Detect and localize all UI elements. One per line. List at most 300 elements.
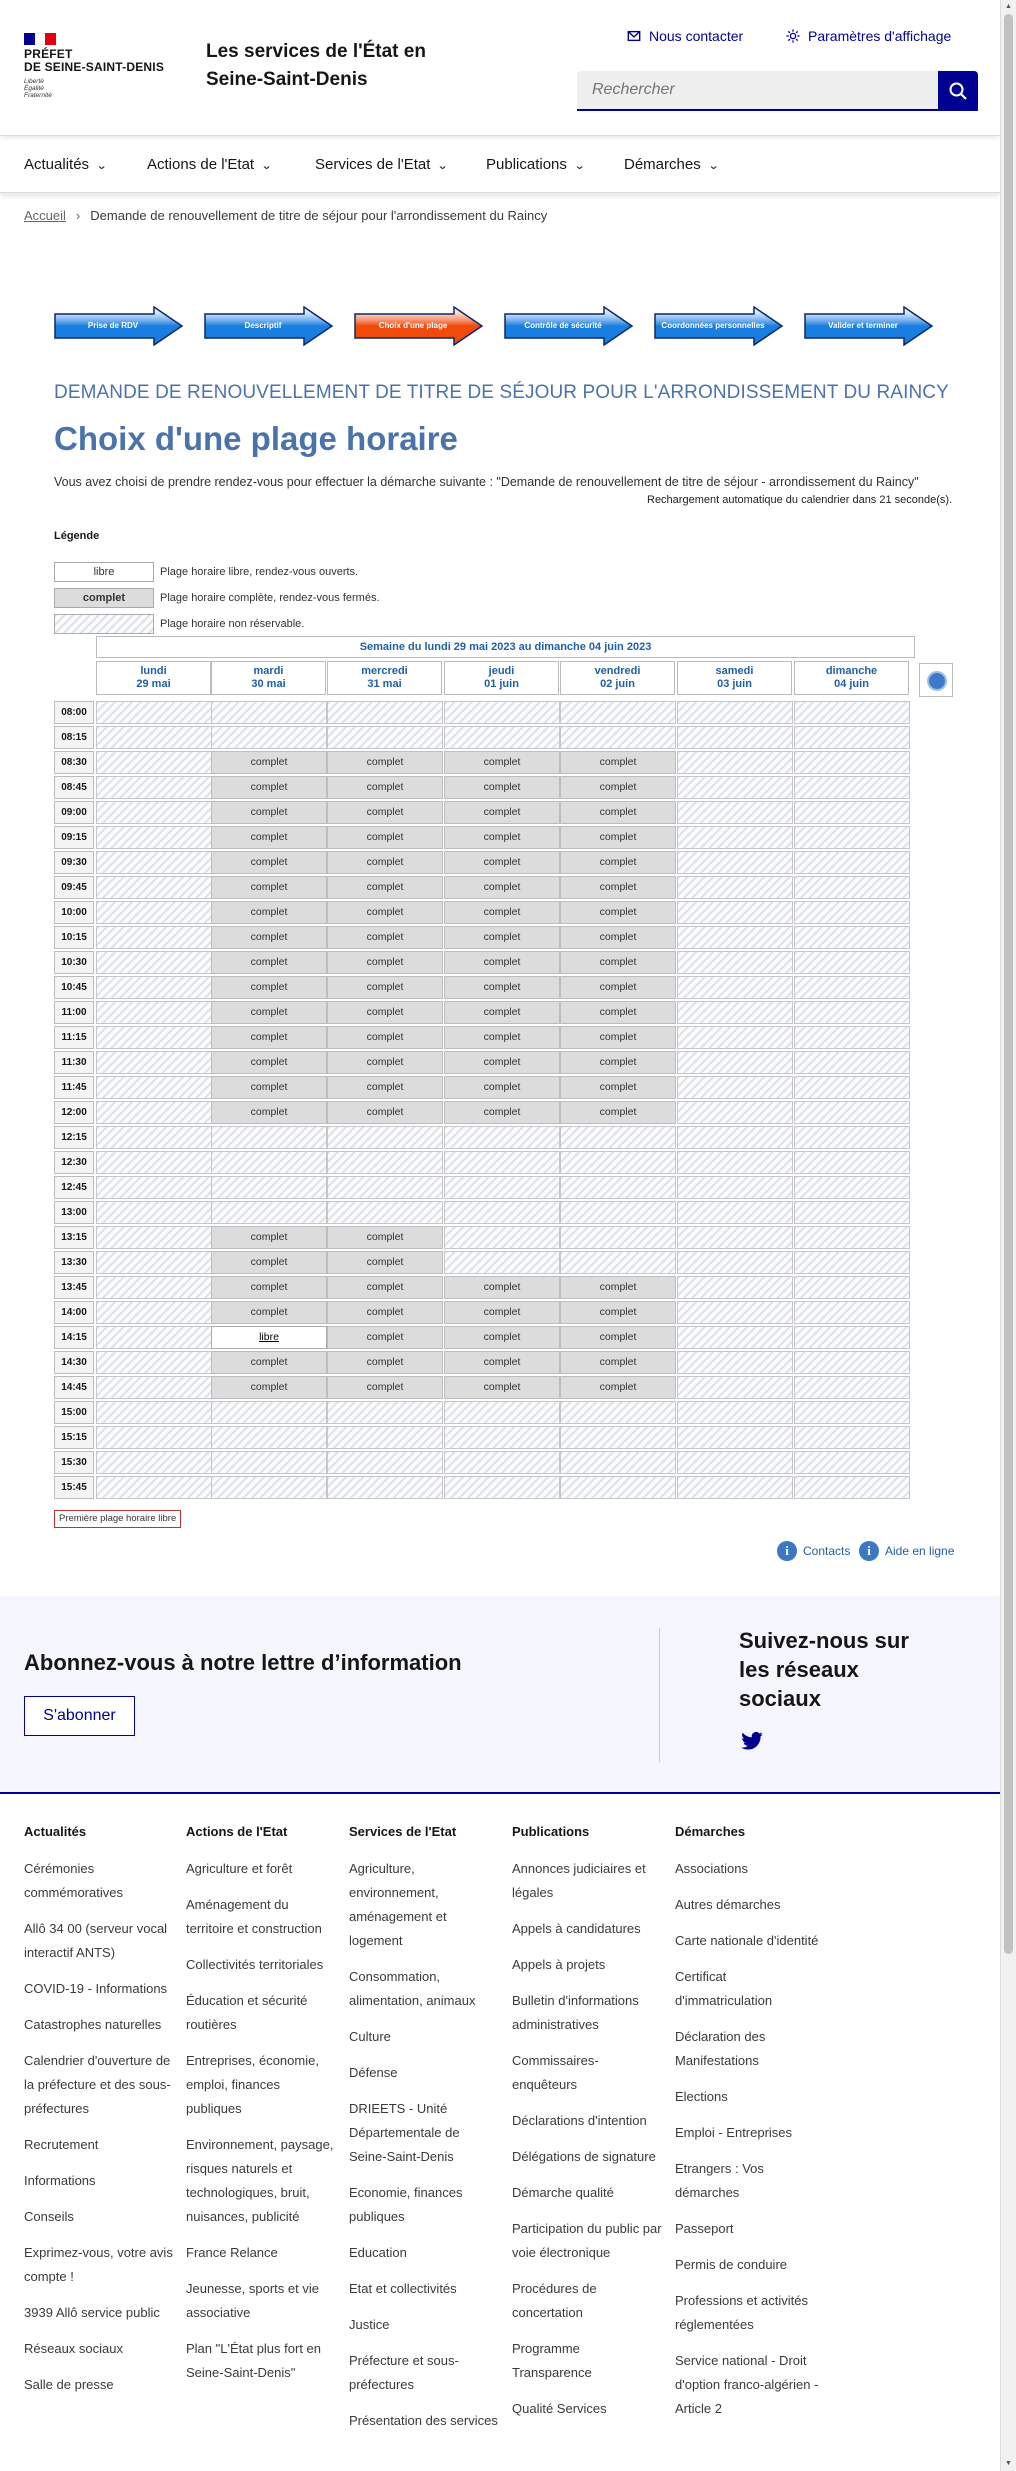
footer-link[interactable]: Préfecture et sous-préfectures xyxy=(349,2353,459,2392)
flag-blue xyxy=(24,33,35,45)
slot-unavailable xyxy=(794,1326,910,1349)
breadcrumb-current: Demande de renouvellement de titre de séjour pour l'arrondissement du Raincy xyxy=(90,208,548,223)
time-label: 11:30 xyxy=(54,1051,94,1074)
slot-unavailable xyxy=(96,876,212,899)
slot-unavailable xyxy=(96,1301,212,1324)
online-help-link[interactable] xyxy=(859,1541,954,1561)
slot-complet: complet xyxy=(327,1026,443,1049)
slot-unavailable xyxy=(444,1126,560,1149)
slot-unavailable xyxy=(96,951,212,974)
footer-link[interactable]: Qualité Services xyxy=(512,2401,607,2416)
footer-link[interactable]: Participation du public par voie électronique xyxy=(512,2221,662,2260)
slot-unavailable xyxy=(96,1051,212,1074)
footer-link[interactable]: Service national - Droit d'option franco-algérien - Article 2 xyxy=(675,2353,819,2416)
day-header-samedi xyxy=(677,661,792,695)
footer-link[interactable]: Aménagement du territoire et construction xyxy=(186,1897,322,1936)
slot-complet: complet xyxy=(444,976,560,999)
slot-unavailable xyxy=(677,876,793,899)
slot-complet: complet xyxy=(327,1076,443,1099)
footer-link[interactable]: Commissaires-enquêteurs xyxy=(512,2053,599,2092)
slot-unavailable xyxy=(96,851,212,874)
slot-complet: complet xyxy=(560,1351,676,1374)
slot-unavailable xyxy=(560,1226,676,1249)
breadcrumb-home[interactable]: Accueil xyxy=(24,208,66,223)
time-label: 10:30 xyxy=(54,951,94,974)
day-header-mercredi xyxy=(327,661,442,695)
legend-box-na xyxy=(54,614,154,634)
slot-unavailable xyxy=(677,1076,793,1099)
slot-complet: complet xyxy=(327,1101,443,1124)
scroll-down-icon[interactable]: ▼ xyxy=(1005,2460,1012,2467)
footer-link[interactable]: Entreprises, économie, emploi, finances publiques xyxy=(186,2053,319,2116)
footer-link[interactable]: Programme Transparence xyxy=(512,2341,592,2380)
footer-link[interactable]: Certificat d'immatriculation xyxy=(675,1969,773,2008)
slot-unavailable xyxy=(794,1451,910,1474)
slot-unavailable xyxy=(560,1426,676,1449)
flag-red xyxy=(45,33,56,45)
footer-col-1 xyxy=(24,1824,174,2409)
time-label: 10:15 xyxy=(54,926,94,949)
divider xyxy=(659,1628,660,1762)
slot-unavailable xyxy=(677,1451,793,1474)
footer-link[interactable]: Exprimez-vous, votre avis compte ! xyxy=(24,2245,173,2284)
time-label: 13:30 xyxy=(54,1251,94,1274)
slot-unavailable xyxy=(211,1126,327,1149)
slot-complet: complet xyxy=(560,1051,676,1074)
slot-unavailable xyxy=(794,1101,910,1124)
slot-unavailable xyxy=(444,1176,560,1199)
step-5 xyxy=(654,306,784,346)
display-settings-link[interactable] xyxy=(786,28,951,44)
first-free-slot-button[interactable]: Première plage horaire libre xyxy=(54,1510,181,1528)
day-name: mercredi xyxy=(361,665,408,677)
slot-complet: complet xyxy=(327,976,443,999)
slot-unavailable xyxy=(96,801,212,824)
slot-complet: complet xyxy=(560,1326,676,1349)
display-settings-label: Paramètres d'affichage xyxy=(808,28,952,44)
footer-link[interactable]: Elections xyxy=(675,2089,728,2104)
time-label: 08:45 xyxy=(54,776,94,799)
slot-unavailable xyxy=(96,1476,212,1499)
footer-link[interactable]: Défense xyxy=(349,2065,398,2080)
step-6 xyxy=(804,306,934,346)
slot-unavailable xyxy=(794,876,910,899)
footer-link[interactable]: Emploi - Entreprises xyxy=(675,2125,793,2140)
legend-title: Légende xyxy=(54,530,100,542)
slot-complet: complet xyxy=(444,1001,560,1024)
slot-unavailable xyxy=(794,1401,910,1424)
slot-complet: complet xyxy=(211,826,327,849)
footer-link[interactable]: Carte nationale d'identité xyxy=(675,1933,819,1948)
footer-link[interactable]: Procédures de concertation xyxy=(512,2281,597,2320)
footer-link[interactable]: Déclaration des Manifestations xyxy=(675,2029,766,2068)
nav-label: Démarches xyxy=(624,156,701,173)
prefet-line-1: PRÉFET xyxy=(24,47,73,61)
footer-link[interactable]: Education xyxy=(349,2245,407,2260)
scrollbar[interactable] xyxy=(1000,0,1016,2471)
slot-unavailable xyxy=(211,1151,327,1174)
slot-unavailable xyxy=(96,1326,212,1349)
day-header-lundi xyxy=(96,661,211,695)
slot-complet: complet xyxy=(560,876,676,899)
slot-unavailable xyxy=(794,826,910,849)
day-date: 02 juin xyxy=(600,678,635,690)
slot-unavailable xyxy=(677,1151,793,1174)
slot-unavailable xyxy=(327,1476,443,1499)
arrow-right-icon xyxy=(927,671,947,691)
footer-link[interactable]: Cérémonies commémoratives xyxy=(24,1861,123,1900)
footer-link[interactable]: Culture xyxy=(349,2029,391,2044)
footer-link[interactable]: Justice xyxy=(349,2317,390,2332)
slot-complet: complet xyxy=(211,1076,327,1099)
search-button[interactable] xyxy=(938,71,978,111)
slot-complet: complet xyxy=(327,1351,443,1374)
slot-unavailable xyxy=(794,701,910,724)
footer-link[interactable]: Catastrophes naturelles xyxy=(24,2017,162,2032)
next-week-button[interactable] xyxy=(919,663,953,697)
slot-complet: complet xyxy=(560,1076,676,1099)
slot-unavailable xyxy=(677,801,793,824)
footer-link[interactable]: Collectivités territoriales xyxy=(186,1957,324,1972)
nav-actualites[interactable] xyxy=(24,137,106,193)
footer-col-5 xyxy=(675,1824,825,2433)
step-label: Contrôle de sécurité xyxy=(524,321,602,330)
contact-label: Nous contacter xyxy=(649,28,744,44)
slot-unavailable xyxy=(794,1126,910,1149)
slot-complet: complet xyxy=(444,1051,560,1074)
footer-link[interactable]: Annonces judiciaires et légales xyxy=(512,1861,646,1900)
time-label: 09:30 xyxy=(54,851,94,874)
slot-complet: complet xyxy=(327,951,443,974)
slot-unavailable xyxy=(677,1326,793,1349)
slot-unavailable xyxy=(96,1401,212,1424)
slot-unavailable xyxy=(794,851,910,874)
sun-icon xyxy=(786,29,800,43)
footer-link[interactable]: Environnement, paysage, risques naturels et technologiques, bruit, nuisances, publicité xyxy=(186,2137,334,2224)
slot-unavailable xyxy=(96,826,212,849)
breadcrumb-separator-icon: › xyxy=(75,208,81,223)
footer-link[interactable]: Délégations de signature xyxy=(512,2149,656,2164)
slot-complet: complet xyxy=(560,951,676,974)
slot-unavailable xyxy=(794,901,910,924)
footer-link[interactable]: Autres démarches xyxy=(675,1897,781,1912)
day-name: jeudi xyxy=(488,665,515,677)
slot-unavailable xyxy=(794,1026,910,1049)
subscribe-button[interactable]: S'abonner xyxy=(24,1696,135,1736)
slot-complet: complet xyxy=(211,876,327,899)
step-2 xyxy=(204,306,334,346)
slot-unavailable xyxy=(327,701,443,724)
footer-link[interactable]: Jeunesse, sports et vie associative xyxy=(186,2281,319,2320)
slot-unavailable xyxy=(677,976,793,999)
chevron-down-icon: ⌄ xyxy=(437,160,450,172)
time-label: 13:00 xyxy=(54,1201,94,1224)
slot-unavailable xyxy=(444,1476,560,1499)
slot-complet: complet xyxy=(211,951,327,974)
slot-unavailable xyxy=(794,751,910,774)
slot-complet: complet xyxy=(211,1276,327,1299)
footer-link[interactable]: Agriculture, environnement, aménagement et logement xyxy=(349,1861,447,1948)
slot-complet: complet xyxy=(444,1026,560,1049)
slot-complet: complet xyxy=(444,926,560,949)
demarche-title: DEMANDE DE RENOUVELLEMENT DE TITRE DE SÉJOUR POUR L'ARRONDISSEMENT DU RAINCY xyxy=(54,382,949,403)
time-label: 15:00 xyxy=(54,1401,94,1424)
slot-unavailable xyxy=(96,1176,212,1199)
page-title: Choix d'une plage horaire xyxy=(54,420,458,457)
time-label: 12:30 xyxy=(54,1151,94,1174)
slot-complet: complet xyxy=(444,1076,560,1099)
time-label: 11:15 xyxy=(54,1026,94,1049)
slot-unavailable xyxy=(677,1401,793,1424)
legend-complet xyxy=(54,588,380,608)
day-name: samedi xyxy=(715,665,754,677)
slot-unavailable xyxy=(96,776,212,799)
slot-complet: complet xyxy=(327,751,443,774)
footer-link[interactable]: Recrutement xyxy=(24,2137,99,2152)
time-label: 12:15 xyxy=(54,1126,94,1149)
slot-complet: complet xyxy=(444,826,560,849)
footer-link[interactable]: Associations xyxy=(675,1861,748,1876)
slot-complet: complet xyxy=(211,926,327,949)
slot-complet: complet xyxy=(560,801,676,824)
slot-unavailable xyxy=(677,1276,793,1299)
footer-link[interactable]: Éducation et sécurité routières xyxy=(186,1993,308,2032)
footer-link[interactable]: Passeport xyxy=(675,2221,734,2236)
slot-unavailable xyxy=(444,1251,560,1274)
slot-unavailable xyxy=(794,926,910,949)
slot-complet: complet xyxy=(211,1026,327,1049)
slot-complet: complet xyxy=(327,1251,443,1274)
slot-unavailable xyxy=(794,1226,910,1249)
main-nav xyxy=(0,137,1000,193)
slot-complet: complet xyxy=(211,751,327,774)
footer-link[interactable]: Calendrier d'ouverture de la préfecture et des sous-préfectures xyxy=(24,2053,171,2116)
slot-unavailable xyxy=(677,1126,793,1149)
footer-link[interactable]: DRIEETS - Unité Départementale de Seine-Saint-Denis xyxy=(349,2101,460,2164)
footer-link[interactable]: Agriculture et forêt xyxy=(186,1861,293,1876)
time-label: 08:15 xyxy=(54,726,94,749)
footer-link[interactable]: Appels à candidatures xyxy=(512,1921,641,1936)
slot-unavailable xyxy=(327,1426,443,1449)
footer-col-title: Actions de l'Etat xyxy=(186,1824,288,1839)
footer-link[interactable]: Consommation, alimentation, animaux xyxy=(349,1969,476,2008)
slot-unavailable xyxy=(677,1301,793,1324)
footer-link[interactable]: Allô 34 00 (serveur vocal interactif ANTS) xyxy=(24,1921,168,1960)
slot-complet: complet xyxy=(560,1101,676,1124)
slot-unavailable xyxy=(677,1201,793,1224)
slot-complet: complet xyxy=(327,1276,443,1299)
search-input[interactable] xyxy=(577,71,938,111)
slot-complet: complet xyxy=(560,751,676,774)
follow-us-title: Suivez-nous sur les réseaux sociaux xyxy=(739,1628,909,1711)
slot-unavailable xyxy=(560,1151,676,1174)
slot-complet: complet xyxy=(327,1376,443,1399)
legend-text-na: Plage horaire non réservable. xyxy=(160,618,305,630)
footer-link[interactable]: Appels à projets xyxy=(512,1957,606,1972)
scroll-up-icon[interactable]: ▲ xyxy=(1005,3,1012,10)
slot-unavailable xyxy=(677,1251,793,1274)
nav-label: Publications xyxy=(486,156,567,173)
slot-unavailable xyxy=(794,1076,910,1099)
day-name: dimanche xyxy=(825,665,878,677)
devise-fraternite: Fraternité xyxy=(24,92,52,99)
slot-unavailable xyxy=(211,1451,327,1474)
footer-link[interactable]: Salle de presse xyxy=(24,2377,114,2392)
slot-complet: complet xyxy=(444,1351,560,1374)
legend-text-complet: Plage horaire complète, rendez-vous fermés. xyxy=(160,592,380,604)
slot-complet: complet xyxy=(211,1251,327,1274)
slot-unavailable xyxy=(96,976,212,999)
slot-unavailable xyxy=(96,1251,212,1274)
slot-unavailable xyxy=(96,926,212,949)
flag-white xyxy=(35,33,46,45)
footer-link[interactable]: Permis de conduire xyxy=(675,2257,787,2272)
contacts-label: Contacts xyxy=(803,1544,851,1558)
slot-complet: complet xyxy=(444,801,560,824)
slot-unavailable xyxy=(560,701,676,724)
day-name: vendredi xyxy=(594,665,641,677)
slot-complet: complet xyxy=(211,851,327,874)
slot-complet: complet xyxy=(327,926,443,949)
slot-unavailable xyxy=(327,1126,443,1149)
footer-link[interactable]: Professions et activités réglementées xyxy=(675,2293,808,2332)
slot-unavailable xyxy=(96,1101,212,1124)
nav-label: Actions de l'Etat xyxy=(147,156,255,173)
prefet-logo[interactable] xyxy=(24,48,164,74)
footer-link[interactable]: Plan "L'État plus fort en Seine-Saint-Denis" xyxy=(186,2341,322,2380)
slot-complet: complet xyxy=(211,801,327,824)
slot-complet: complet xyxy=(211,901,327,924)
footer-link[interactable]: Informations xyxy=(24,2173,96,2188)
footer-col-4 xyxy=(512,1824,662,2433)
day-date: 31 mai xyxy=(367,678,402,690)
slot-unavailable xyxy=(96,1001,212,1024)
slot-complet: complet xyxy=(444,751,560,774)
footer-link[interactable]: Etrangers : Vos démarches xyxy=(675,2161,764,2200)
nav-actions-etat[interactable] xyxy=(147,137,271,193)
slot-complet: complet xyxy=(327,876,443,899)
slot-unavailable xyxy=(677,1001,793,1024)
slot-unavailable xyxy=(444,701,560,724)
time-label: 15:45 xyxy=(54,1476,94,1499)
nav-services-etat[interactable] xyxy=(315,137,448,193)
slot-unavailable xyxy=(677,926,793,949)
devise-egalite: Égalité xyxy=(24,85,44,92)
newsletter-section xyxy=(0,1596,1000,1792)
prefet-line-2: DE SEINE-SAINT-DENIS xyxy=(24,60,165,74)
slot-complet: complet xyxy=(327,1051,443,1074)
slot-unavailable xyxy=(560,1126,676,1149)
step-label: Coordonnées personnelles xyxy=(661,321,765,330)
time-label: 09:15 xyxy=(54,826,94,849)
time-label: 09:45 xyxy=(54,876,94,899)
footer-link[interactable]: Déclarations d'intention xyxy=(512,2113,647,2128)
slot-complet: complet xyxy=(560,1301,676,1324)
legend-box-libre: libre xyxy=(54,562,154,582)
chevron-down-icon: ⌄ xyxy=(707,160,720,172)
slot-unavailable xyxy=(794,1176,910,1199)
day-date: 29 mai xyxy=(136,678,171,690)
footer-col-2 xyxy=(186,1824,336,2397)
footer-link[interactable]: Démarche qualité xyxy=(512,2185,614,2200)
slot-unavailable xyxy=(444,1451,560,1474)
footer-link[interactable]: Economie, finances publiques xyxy=(349,2185,463,2224)
time-label: 14:15 xyxy=(54,1326,94,1349)
slot-complet: complet xyxy=(211,1001,327,1024)
slot-unavailable xyxy=(560,1251,676,1274)
footer-link[interactable]: France Relance xyxy=(186,2245,278,2260)
slot-unavailable xyxy=(560,1176,676,1199)
info-icon: i xyxy=(777,1541,797,1561)
footer-link[interactable]: COVID-19 - Informations xyxy=(24,1981,168,1996)
slot-unavailable xyxy=(444,1401,560,1424)
day-header-jeudi xyxy=(444,661,559,695)
slot-unavailable xyxy=(327,1176,443,1199)
time-label: 12:00 xyxy=(54,1101,94,1124)
slot-complet: complet xyxy=(211,976,327,999)
breadcrumb xyxy=(24,208,547,223)
slot-complet: complet xyxy=(560,926,676,949)
slot-complet: complet xyxy=(211,1301,327,1324)
footer-link[interactable]: Réseaux sociaux xyxy=(24,2341,123,2356)
contact-link[interactable] xyxy=(627,28,743,44)
french-flag-icon xyxy=(24,33,56,45)
footer-link[interactable]: Bulletin d'informations administratives xyxy=(512,1993,639,2032)
footer-link[interactable]: Conseils xyxy=(24,2209,74,2224)
contacts-link[interactable] xyxy=(777,1541,850,1561)
footer-link[interactable]: Présentation des services xyxy=(349,2413,498,2428)
day-date: 01 juin xyxy=(484,678,519,690)
slot-unavailable xyxy=(677,1351,793,1374)
footer-link[interactable]: Etat et collectivités xyxy=(349,2281,457,2296)
reload-countdown: Rechargement automatique du calendrier dans 21 seconde(s). xyxy=(647,494,953,506)
time-label: 08:00 xyxy=(54,701,94,724)
slot-unavailable xyxy=(794,1276,910,1299)
slot-complet: complet xyxy=(444,876,560,899)
footer-col-title: Actualités xyxy=(24,1824,87,1839)
slot-unavailable xyxy=(96,1076,212,1099)
slot-complet: complet xyxy=(560,826,676,849)
slot-unavailable xyxy=(327,1201,443,1224)
slot-unavailable xyxy=(794,776,910,799)
nav-demarches[interactable] xyxy=(624,137,718,193)
slot-unavailable xyxy=(96,751,212,774)
service-title[interactable]: Les services de l'État en Seine-Saint-Denis xyxy=(206,41,426,90)
slot-unavailable xyxy=(794,1201,910,1224)
day-header-mardi xyxy=(211,661,326,695)
slot-unavailable xyxy=(794,801,910,824)
slot-unavailable xyxy=(677,1051,793,1074)
nav-publications[interactable] xyxy=(486,137,584,193)
slot-unavailable xyxy=(794,726,910,749)
step-3 xyxy=(354,306,484,346)
search-bar xyxy=(577,71,978,111)
online-help-label: Aide en ligne xyxy=(885,1544,955,1558)
twitter-icon[interactable] xyxy=(741,1732,763,1750)
slot-unavailable xyxy=(96,1451,212,1474)
slot-unavailable xyxy=(96,1151,212,1174)
time-label: 15:15 xyxy=(54,1426,94,1449)
slot-unavailable xyxy=(794,1476,910,1499)
slot-unavailable xyxy=(677,1026,793,1049)
footer-link[interactable]: 3939 Allô service public xyxy=(24,2305,160,2320)
slot-libre[interactable]: libre xyxy=(211,1326,327,1349)
nav-label: Services de l'Etat xyxy=(315,156,431,173)
scrollbar-thumb[interactable] xyxy=(1004,14,1013,1954)
slot-unavailable xyxy=(794,1351,910,1374)
slot-complet: complet xyxy=(327,1326,443,1349)
slot-unavailable xyxy=(677,1176,793,1199)
